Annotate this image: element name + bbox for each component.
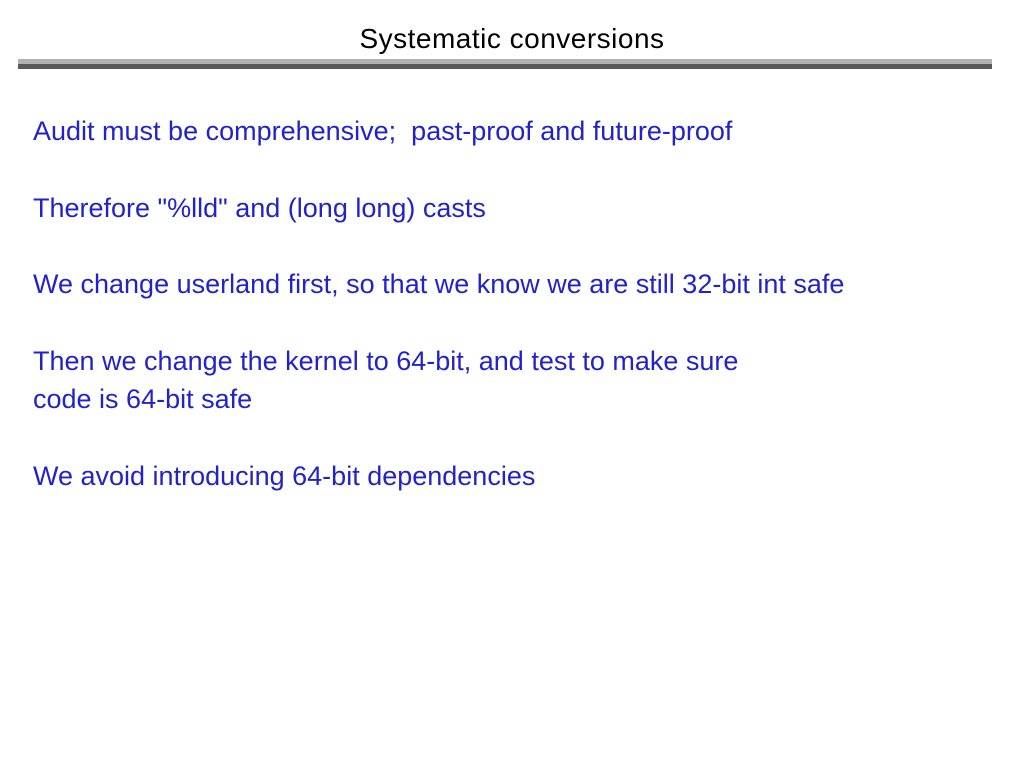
body-line: We avoid introducing 64-bit dependencies: [33, 460, 536, 491]
paragraph-kernel: [33, 342, 1004, 419]
paragraph-audit: [33, 112, 1004, 151]
paragraph-dependencies: [33, 457, 1004, 496]
body-line: We change userland first, so that we know we are still 32-bit int safe: [33, 269, 845, 299]
body-line: Therefore "%lld" and (long long) casts: [33, 192, 486, 223]
slide-body: [33, 112, 1004, 495]
title-divider-rule: [18, 59, 992, 69]
body-line: Audit must be comprehensive; past-proof and future-proof: [33, 116, 733, 146]
paragraph-userland: [33, 265, 1004, 304]
title-divider-rule-dark: [18, 64, 992, 69]
body-line: Then we change the kernel to 64-bit, and test to make sure: [33, 345, 739, 376]
slide-title: Systematic conversions: [359, 23, 665, 54]
paragraph-therefore: [33, 189, 1004, 228]
body-line: code is 64-bit safe: [33, 384, 253, 414]
